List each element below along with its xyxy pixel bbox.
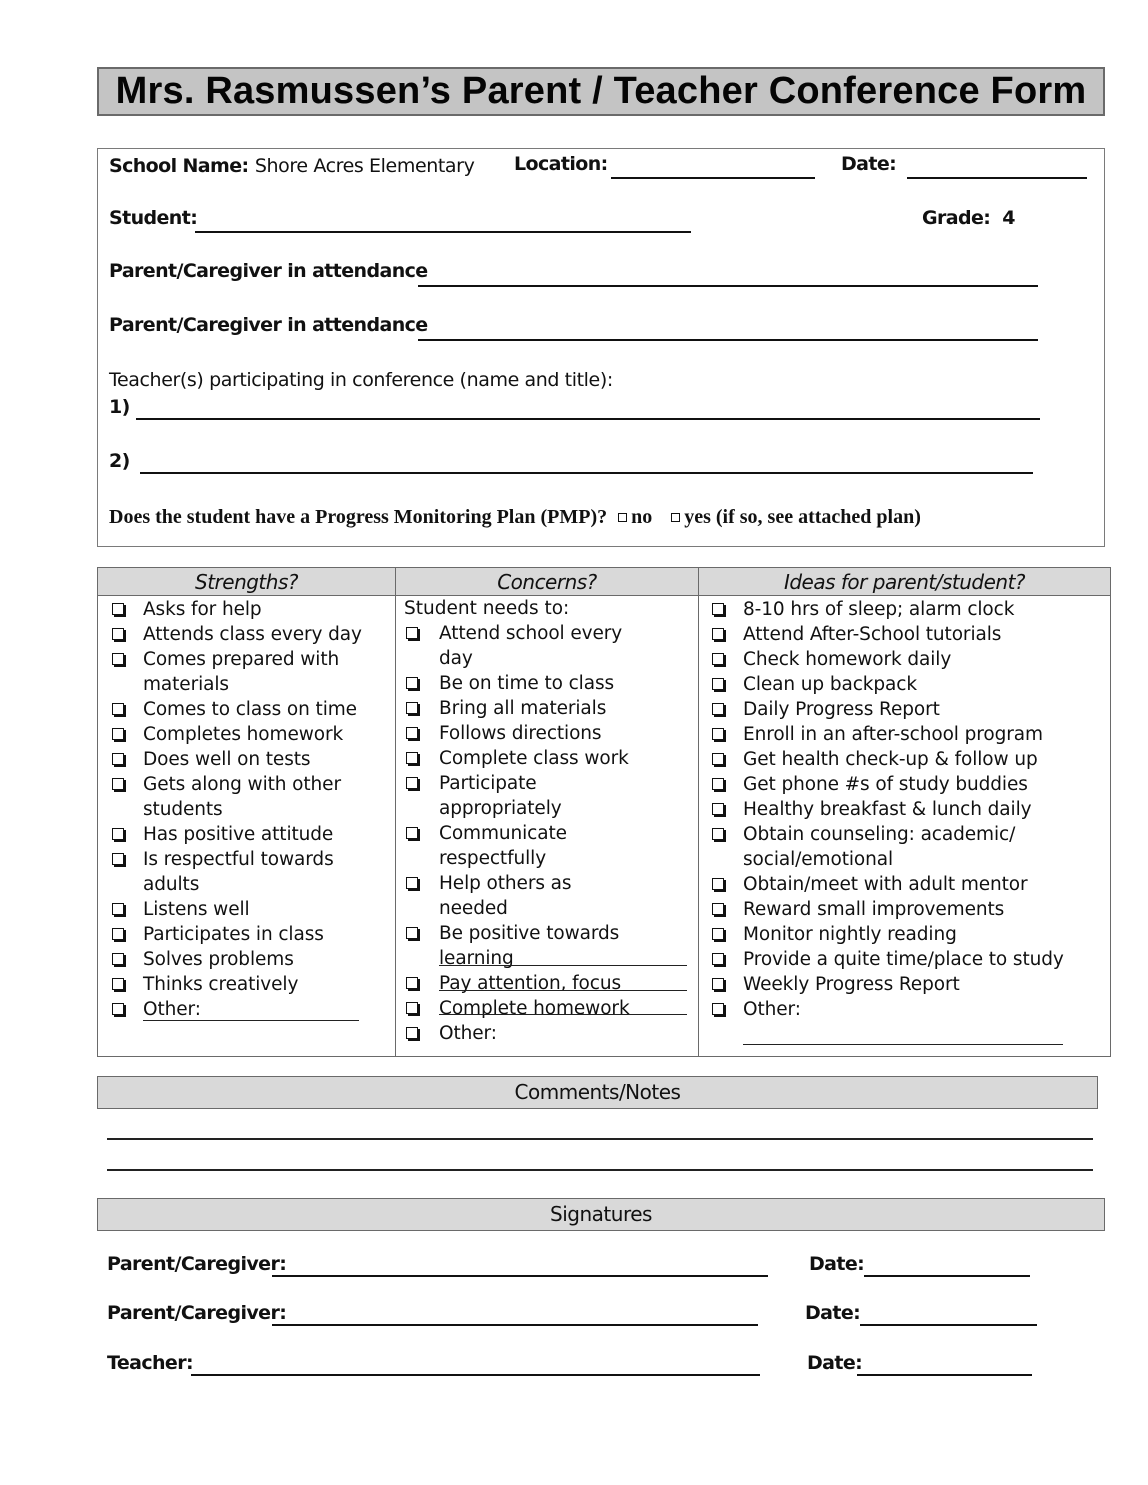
ideas-item [699,647,1110,672]
teacher2-label: 2) [109,450,130,472]
concerns-column [396,568,699,1056]
ideas-item-label: Check homework daily [743,649,952,670]
grade-label: Grade: [922,207,991,229]
ideas-item-label: Monitor nightly reading [743,924,957,945]
ideas-other-field[interactable] [743,1044,1063,1045]
concerns-other-field-3[interactable] [439,1014,687,1015]
grade-row [922,207,1015,229]
comments-line-2[interactable] [107,1169,1093,1171]
concerns-other-field-1[interactable] [439,965,687,966]
sig-parent1-date-field[interactable] [864,1275,1030,1277]
ideas-item-label: Attend After-School tutorials [743,624,1002,645]
pmp-no-checkbox[interactable] [618,513,627,522]
strengths-item-label: Comes prepared with materials [143,649,340,695]
checkbox-icon[interactable] [112,953,124,965]
strengths-item [98,922,390,947]
concerns-other-field-2[interactable] [439,990,687,991]
checkbox-icon[interactable] [712,878,724,890]
teacher1-field[interactable] [136,418,1040,420]
checkbox-icon[interactable] [112,903,124,915]
checkbox-icon[interactable] [712,603,724,615]
ideas-item [699,697,1110,722]
sig-teacher-date-field[interactable] [857,1374,1032,1376]
concerns-item [396,671,636,696]
checkbox-icon[interactable] [712,828,724,840]
concerns-item-label: Pay attention, focus [439,973,622,994]
pmp-no-label: no [631,506,653,528]
student-field[interactable] [195,231,691,233]
concerns-item [396,771,636,821]
signatures-header: Signatures [97,1198,1105,1231]
parent1-field[interactable] [418,285,1038,287]
checkbox-icon[interactable] [406,1027,418,1039]
ideas-list [699,596,1110,1022]
school-name-value: Shore Acres Elementary [254,155,475,177]
concerns-item [396,921,624,971]
ideas-item-label: Obtain counseling: academic/ social/emotional [743,824,1016,870]
concerns-item [396,971,636,996]
teacher2-field[interactable] [140,472,1033,474]
checklist-table [97,567,1111,1057]
strengths-item [98,622,390,647]
checkbox-icon[interactable] [112,928,124,940]
checkbox-icon[interactable] [406,702,418,714]
strengths-item-label: Solves problems [143,949,294,970]
checkbox-icon[interactable] [712,703,724,715]
strengths-other-field[interactable] [143,1020,359,1021]
strengths-item [98,822,390,847]
sig-parent2-date-field[interactable] [860,1324,1037,1326]
comments-header: Comments/Notes [97,1076,1098,1109]
strengths-item-label: Thinks creatively [143,974,299,995]
ideas-item-label: Daily Progress Report [743,699,940,720]
checkbox-icon[interactable] [406,827,418,839]
location-field[interactable] [611,177,815,179]
pmp-yes-checkbox[interactable] [671,513,680,522]
strengths-item [98,972,390,997]
concerns-item-label: Follows directions [439,723,602,744]
parent2-field[interactable] [418,339,1038,341]
checkbox-icon[interactable] [112,853,124,865]
pmp-question-row [109,506,921,529]
checkbox-icon[interactable] [712,978,724,990]
concerns-item [396,746,636,771]
strengths-header: Strengths? [98,568,395,596]
strengths-item-label: Other: [143,999,201,1020]
ideas-item [699,772,1110,797]
concerns-item-label: Be on time to class [439,673,615,694]
checkbox-icon[interactable] [712,903,724,915]
ideas-item-label: Weekly Progress Report [743,974,960,995]
concerns-item [396,821,636,871]
ideas-item [699,897,1110,922]
concerns-item-label: Communicate respectfully [439,823,567,869]
ideas-item-label: Get phone #s of study buddies [743,774,1028,795]
ideas-item-label: Healthy breakfast & lunch daily [743,799,1032,820]
sig-parent2-date-label: Date: [805,1302,861,1324]
concerns-item-label: Participate appropriately [439,773,562,819]
sig-parent1-date-label: Date: [809,1253,865,1275]
strengths-item [98,997,390,1022]
teachers-label: Teacher(s) participating in conference (name and title): [109,369,613,391]
concerns-header: Concerns? [396,568,698,596]
strengths-item [98,847,390,897]
ideas-header: Ideas for parent/student? [699,568,1110,596]
concerns-item [396,721,636,746]
concerns-item-label: Help others as needed [439,873,572,919]
strengths-item [98,597,390,622]
checkbox-icon[interactable] [112,978,124,990]
checkbox-icon[interactable] [406,727,418,739]
checkbox-icon[interactable] [712,753,724,765]
checkbox-icon[interactable] [406,777,418,789]
ideas-item-label: Provide a quite time/place to study [743,949,1064,970]
sig-teacher-label: Teacher: [107,1352,193,1374]
ideas-item [699,672,1110,697]
checkbox-icon[interactable] [712,678,724,690]
checkbox-icon[interactable] [406,877,418,889]
concerns-intro: Student needs to: [404,598,570,619]
sig-parent2-label: Parent/Caregiver: [107,1302,287,1324]
checkbox-icon[interactable] [112,653,124,665]
checkbox-icon[interactable] [712,928,724,940]
checkbox-icon[interactable] [112,728,124,740]
checkbox-icon[interactable] [112,603,124,615]
sig-teacher-field[interactable] [191,1374,760,1376]
concerns-item-label: Attend school every day [439,623,623,669]
checkbox-icon[interactable] [406,627,418,639]
location-label: Location: [514,153,608,175]
strengths-item-label: Is respectful towards adults [143,849,334,895]
checkbox-icon[interactable] [406,752,418,764]
ideas-item-label: 8-10 hrs of sleep; alarm clock [743,599,1015,620]
ideas-item [699,797,1110,822]
concerns-item [396,871,636,921]
strengths-item [98,897,390,922]
strengths-list [98,596,395,1022]
parent1-label: Parent/Caregiver in attendance [109,260,428,282]
ideas-item-label: Clean up backpack [743,674,917,695]
form-title: Mrs. Rasmussen’s Parent / Teacher Conference Form [97,67,1105,116]
checkbox-icon[interactable] [712,728,724,740]
strengths-item-label: Gets along with other students [143,774,341,820]
ideas-item-label: Get health check-up & follow up [743,749,1038,770]
checkbox-icon[interactable] [712,653,724,665]
checkbox-icon[interactable] [406,977,418,989]
student-label: Student: [109,207,198,229]
ideas-item [699,872,1110,897]
strengths-item-label: Does well on tests [143,749,311,770]
checkbox-icon[interactable] [712,778,724,790]
concerns-item [396,621,636,671]
checkbox-icon[interactable] [112,778,124,790]
checkbox-icon[interactable] [112,1003,124,1015]
ideas-item-label: Other: [743,999,801,1020]
checkbox-icon[interactable] [112,828,124,840]
ideas-item [699,622,1110,647]
concerns-item-label: Complete homework [439,998,630,1019]
ideas-item [699,722,1110,747]
comments-line-1[interactable] [107,1138,1093,1140]
checkbox-icon[interactable] [712,628,724,640]
strengths-item-label: Listens well [143,899,250,920]
strengths-item-label: Participates in class [143,924,324,945]
sig-teacher-date-label: Date: [807,1352,863,1374]
strengths-column [98,568,396,1056]
date-field[interactable] [907,177,1087,179]
ideas-item [699,997,1110,1022]
strengths-item [98,647,346,697]
ideas-item [699,972,1110,997]
concerns-item [396,996,636,1021]
pmp-yes-label: yes (if so, see attached plan) [684,506,921,528]
ideas-item-label: Reward small improvements [743,899,1005,920]
checkbox-icon[interactable] [406,1002,418,1014]
sig-parent1-label: Parent/Caregiver: [107,1253,287,1275]
grade-value: 4 [1002,207,1015,229]
ideas-column [699,568,1110,1056]
concerns-item [396,696,636,721]
ideas-item [699,597,1110,622]
checkbox-icon[interactable] [112,753,124,765]
strengths-item-label: Asks for help [143,599,262,620]
checkbox-icon[interactable] [406,677,418,689]
checkbox-icon[interactable] [712,1003,724,1015]
strengths-item-label: Attends class every day [143,624,362,645]
concerns-item-label: Bring all materials [439,698,607,719]
ideas-item-label: Enroll in an after-school program [743,724,1043,745]
ideas-item-label: Obtain/meet with adult mentor [743,874,1028,895]
concerns-list [396,621,698,1046]
sig-parent1-field[interactable] [272,1275,768,1277]
ideas-item [699,947,1110,972]
checkbox-icon[interactable] [712,803,724,815]
strengths-item [98,747,390,772]
strengths-item [98,722,390,747]
concerns-item-label: Complete class work [439,748,629,769]
checkbox-icon[interactable] [112,703,124,715]
school-name-label: School Name: [109,155,249,177]
date-label: Date: [841,153,897,175]
sig-parent2-field[interactable] [272,1324,758,1326]
checkbox-icon[interactable] [712,953,724,965]
strengths-item-label: Comes to class on time [143,699,357,720]
ideas-item [699,747,1110,772]
ideas-item [699,922,1110,947]
concerns-item [396,1021,636,1046]
checkbox-icon[interactable] [112,628,124,640]
concerns-item-label: Other: [439,1023,497,1044]
strengths-item [98,697,390,722]
teacher1-label: 1) [109,396,130,418]
checkbox-icon[interactable] [406,927,418,939]
pmp-question: Does the student have a Progress Monitoring Plan (PMP)? [109,506,608,528]
concerns-item-label: Be positive towards learning [439,923,620,969]
strengths-item [98,772,346,822]
ideas-item [699,822,1019,872]
student-info-section [97,148,1105,547]
parent2-label: Parent/Caregiver in attendance [109,314,428,336]
school-name-row [109,153,474,177]
strengths-item-label: Has positive attitude [143,824,334,845]
strengths-item [98,947,390,972]
strengths-item-label: Completes homework [143,724,344,745]
